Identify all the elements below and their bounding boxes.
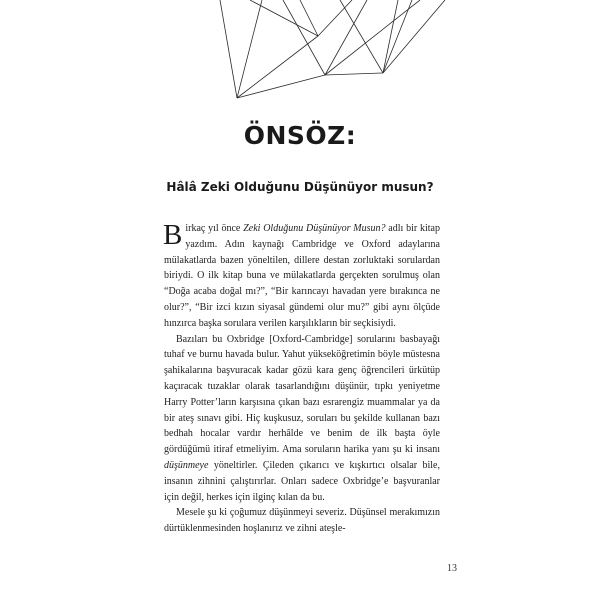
drop-cap: B (163, 219, 183, 251)
second-paragraph-part2: yöneltirler. Çileden çıkarıcı ve kışkırtıcı olsalar bile, insanın zihnini çalıştırırlar. Onları sadece Oxbridge’e başvuranlar için değil, herkes için ilginç kılan da bu. (164, 459, 440, 503)
second-paragraph (164, 332, 440, 506)
book-title: Zeki Olduğunu Düşünüyor Musun? (243, 223, 386, 234)
second-paragraph-part1: Bazıları bu Oxbridge [Oxford-Cambridge] sorularını basbayağı tuhaf ve burnu havada bulur. Yahut yükseköğretimin böyle müstesna şahikalarına başvuracak kadar gözü kara genç öğrencileri ürkütüp kaçıracak tuzaklar olarak tasarlandığını düşünür, tıpkı yeniyetme Harry Potter’ların karşısına çıkan bazı esrarengiz muammalar ya da bir ateş sınavı gibi. Hiç kuşkusuz, soruları bu şekilde kullanan bazı bedhah hocalar vardır herhâlde ve benim de ilk başta öyle gördüğümü itiraf etmeliyim. Ama soruların harika yanı şu ki insanı (164, 333, 440, 456)
intro-paragraph (164, 221, 440, 332)
intro-rest: adlı bir kitap yazdım. Adın kaynağı Cambridge ve Oxford adaylarına mülakatlarda bazen yöneltilen, dillere destan zorluktaki sorulardan biriydi. O ilk kitap buna ve mülakatlarda gerçekten sorulmuş olan “Doğa acaba doğal mı?”, “Bir karıncayı havadan yere bırakınca ne olur?”, “Bir izci kızın siyasal gündemi olur mu?” gibi aynı ölçüde hınzırca başka sorulara verilen karşılıkların bir seçkisiydi. (164, 223, 440, 329)
body-text (164, 221, 440, 537)
page-number: 13 (447, 563, 457, 574)
third-paragraph: Mesele şu ki çoğumuz düşünmeyi severiz. Düşünsel merakımızın dürtüklenmesinden hoşlanırız ve zihni ateşle- (164, 507, 440, 535)
intro-lead: irkaç yıl önce (185, 223, 244, 234)
geometric-line-art (0, 0, 600, 130)
chapter-subtitle: Hâlâ Zeki Olduğunu Düşünüyor musun? (166, 180, 434, 194)
chapter-title: ÖNSÖZ: (243, 121, 357, 150)
emphasis-word: düşünmeye (164, 459, 209, 471)
